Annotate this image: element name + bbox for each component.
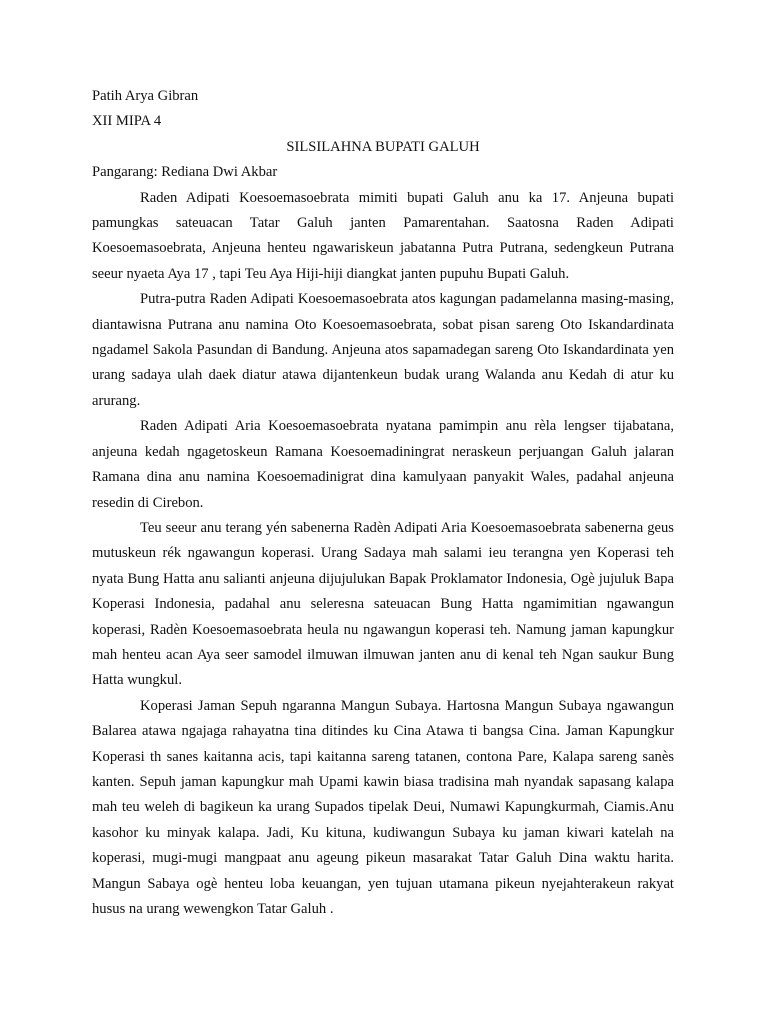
class-label: XII MIPA 4: [92, 113, 162, 130]
paragraph-4: [92, 516, 674, 694]
paragraph-1: [92, 186, 674, 288]
paragraph-text: Raden Adipati Koesoemasoebrata mimiti bupati Galuh anu ka 17. Anjeuna bupati pamungkas sateuacan Tatar Galuh janten Pamarentahan. Saatosna Raden Adipati Koesoemasoebrata, Anjeuna henteu ngawariskeun jabatanna Putra Putrana, sedengkeun Putrana seeur nyaeta Aya 17 , tapi Teu Aya Hiji-hiji diangkat janten pupuhu Bupati Galuh.: [92, 189, 674, 282]
author-name: Patih Arya Gibran: [92, 88, 199, 104]
paragraph-text: Teu seeur anu terang yén sabenerna Radèn Adipati Aria Koesoemasoebrata sabenerna geus mutuskeun rék ngawangun koperasi. Urang Sadaya mah salami ieu terangna yen Koperasi teh nyata Bung Hatta anu salianti anjeuna dijujulukan Bapak Proklamator Indonesia, Ogè jujuluk Bapa Koperasi Indonesia, padahal anu seleresna sateuacan Bung Hatta ngamimitian ngawangun koperasi, Radèn Koesoemasoebrata heula nu ngawangun koperasi teh. Namung jaman kapungkur mah henteu acan Aya seer samodel ilmuwan ilmuwan janten anu di kenal teh Ngan saukur Bung Hatta wungkul.: [92, 519, 674, 689]
paragraph-text: Raden Adipati Aria Koesoemasoebrata nyatana pamimpin anu rèla lengser tijabatana, anjeuna kedah ngagetoskeun Ramana Koesoemadiningrat neraskeun perjuangan Galuh jalaran Ramana dina anu namina Koesoemadinigrat dina kamulyaan panyakit Wales, padahal anjeuna resedin di Cirebon.: [92, 418, 674, 511]
paragraph-2: [92, 287, 674, 414]
paragraph-text: Putra-putra Raden Adipati Koesoemasoebrata atos kagungan padamelanna masing-masing, diantawisna Putrana anu namina Oto Koesoemasoebrata, sobat pisan sareng Oto Iskandardinata ngadamel Sakola Pasundan di Bandung. Anjeuna atos sapamadegan sareng Oto Iskandardinata yen urang sadaya ulah daek diatur atawa dijantenkeun budak urang Walanda anu Kedah di atur ku arurang.: [92, 291, 674, 409]
document-title: SILSILAHNA BUPATI GALUH: [286, 138, 480, 155]
paragraph-text: Koperasi Jaman Sepuh ngaranna Mangun Subaya. Hartosna Mangun Subaya ngawangun Balarea atawa ngajaga rahayatna tina ditindes ku Cina Atawa ti bangsa Cina. Jaman Kapungkur Koperasi th sanes kaitanna acis, tapi kaitanna sareng tatanen, contona Pare, Kalapa sareng sanès kanten. Sepuh jaman kapungkur mah Upami kawin biasa tradisina mah nyandak sapasang kalapa mah teu weleh di bagikeun ka urang Supados tipelak Deui, Numawi Kapungkurmah, Ciamis.Anu kasohor ku minyak kalapa. Jadi, Ku kituna, kudiwangun Subaya ku jaman kiwari katelah na koperasi, mugi-mugi mangpaat anu ageung pikeun masarakat Tatar Galuh Dina waktu harita. Mangun Sabaya ogè henteu loba keuangan, yen tujuan utamana pikeun nyejahterakeun rakyat husus na urang wewengkon Tatar Galuh .: [92, 697, 674, 917]
paragraph-5: [92, 694, 674, 923]
paragraph-3: [92, 414, 674, 516]
document-page: [92, 84, 674, 922]
byline: Pangarang: Rediana Dwi Akbar: [92, 164, 278, 181]
